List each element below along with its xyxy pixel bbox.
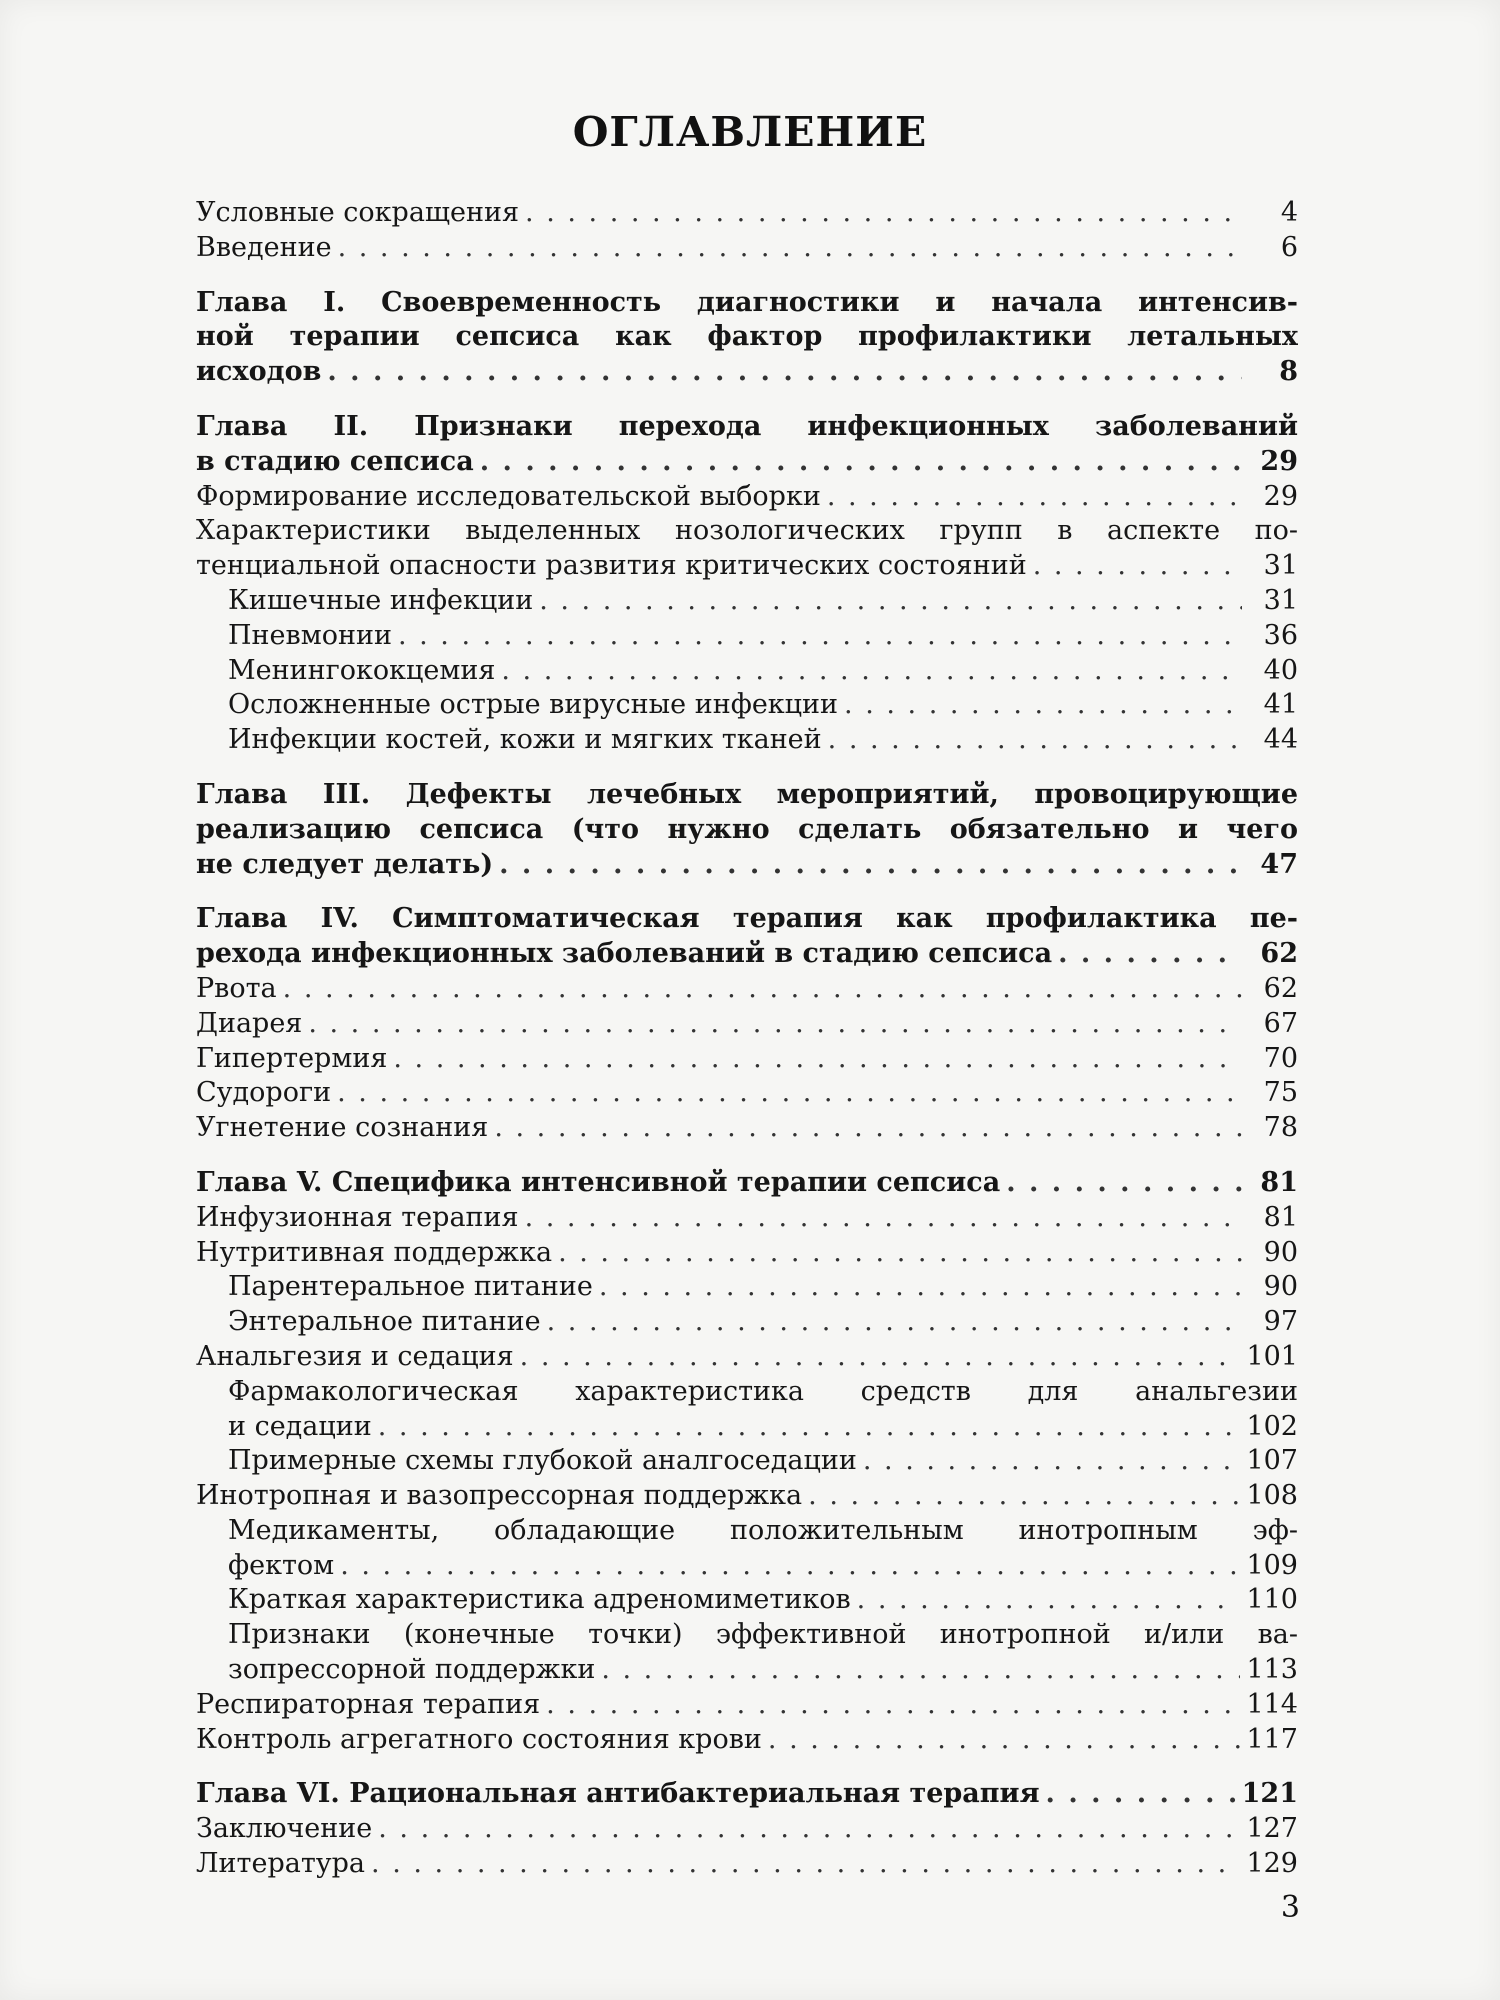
toc-line bbox=[196, 196, 1298, 231]
toc-line bbox=[196, 1777, 1298, 1812]
toc-page-number: 67 bbox=[1263, 1007, 1298, 1039]
dot-leader bbox=[283, 972, 1242, 1007]
toc-entry-text: Признаки (конечные точки) эффективной инотропной и/или ва- bbox=[228, 1619, 1298, 1651]
toc-line bbox=[196, 480, 1298, 515]
toc-entry[interactable] bbox=[196, 1688, 1298, 1723]
dot-leader bbox=[520, 1340, 1241, 1375]
toc-entry-text: Медикаменты, обладающие положительным инотропным эф- bbox=[228, 1514, 1298, 1546]
toc-line bbox=[196, 723, 1298, 758]
toc-entry[interactable] bbox=[196, 480, 1298, 515]
toc-chapter-entry[interactable] bbox=[196, 902, 1298, 972]
toc-entry-text: Парентеральное питание bbox=[228, 1271, 593, 1303]
toc-line bbox=[196, 1410, 1298, 1445]
toc-entry-text: Инфекции костей, кожи и мягких тканей bbox=[228, 724, 822, 756]
dot-leader bbox=[480, 445, 1242, 480]
toc-page-number: 90 bbox=[1263, 1236, 1298, 1268]
toc-entry-text: Диарея bbox=[196, 1007, 303, 1039]
toc-entry[interactable] bbox=[196, 1812, 1298, 1847]
toc-line bbox=[196, 619, 1298, 654]
toc-line bbox=[196, 1583, 1298, 1618]
toc-page-number: 117 bbox=[1246, 1723, 1298, 1755]
table-of-contents bbox=[196, 196, 1298, 1882]
toc-entry-text: и седации bbox=[228, 1410, 372, 1442]
dot-leader bbox=[1006, 1166, 1242, 1201]
toc-entry[interactable] bbox=[196, 1042, 1298, 1077]
toc-page-number: 8 bbox=[1279, 356, 1298, 388]
dot-leader bbox=[501, 654, 1242, 689]
toc-entry-text: Осложненные острые вирусные инфекции bbox=[228, 689, 839, 721]
toc-line bbox=[196, 231, 1298, 266]
toc-entry[interactable] bbox=[196, 1076, 1298, 1111]
toc-entry-text: Глава III. Дефекты лечебных мероприятий, провоцирующие bbox=[196, 778, 1298, 810]
toc-entry[interactable] bbox=[196, 1305, 1298, 1340]
toc-page-number: 41 bbox=[1263, 689, 1298, 721]
toc-entry[interactable] bbox=[196, 1340, 1298, 1375]
toc-entry-text: Краткая характеристика адреномиметиков bbox=[228, 1584, 851, 1616]
toc-entry-text: Пневмонии bbox=[228, 619, 392, 651]
toc-page-number: 81 bbox=[1263, 1201, 1298, 1233]
toc-entry[interactable] bbox=[196, 1270, 1298, 1305]
toc-page-number: 70 bbox=[1263, 1042, 1298, 1074]
toc-page-number: 129 bbox=[1246, 1848, 1298, 1880]
toc-line bbox=[196, 355, 1298, 390]
toc-page-number: 107 bbox=[1246, 1445, 1298, 1477]
toc-line bbox=[196, 584, 1298, 619]
page-number: 3 bbox=[1280, 1890, 1300, 1925]
toc-line bbox=[196, 1111, 1298, 1146]
dot-leader bbox=[327, 355, 1242, 390]
toc-entry-text: Судороги bbox=[196, 1077, 332, 1109]
toc-page-number: 44 bbox=[1263, 724, 1298, 756]
section-gap bbox=[196, 1757, 1298, 1777]
toc-entry-text: Глава IV. Симптоматическая терапия как профилактика пе- bbox=[196, 903, 1298, 935]
toc-entry-text: Гипертермия bbox=[196, 1042, 388, 1074]
dot-leader bbox=[398, 619, 1242, 654]
section-gap bbox=[196, 758, 1298, 778]
toc-page-number: 121 bbox=[1241, 1778, 1298, 1810]
dot-leader bbox=[601, 1653, 1240, 1688]
toc-line bbox=[196, 1847, 1298, 1882]
toc-line bbox=[196, 1549, 1298, 1584]
toc-page-number: 110 bbox=[1246, 1584, 1298, 1616]
toc-line bbox=[196, 1340, 1298, 1375]
toc-line bbox=[196, 778, 1298, 813]
section-gap bbox=[196, 390, 1298, 410]
toc-entry-text: Глава VI. Рациональная антибактериальная терапия bbox=[196, 1778, 1040, 1810]
toc-chapter-entry[interactable] bbox=[196, 1777, 1298, 1812]
toc-entry[interactable] bbox=[196, 619, 1298, 654]
toc-page-number: 40 bbox=[1263, 654, 1298, 686]
toc-entry-text: Нутритивная поддержка bbox=[196, 1236, 553, 1268]
toc-page-number: 101 bbox=[1246, 1340, 1298, 1372]
toc-entry[interactable] bbox=[196, 196, 1298, 231]
toc-page-number: 36 bbox=[1263, 619, 1298, 651]
toc-entry-text: ной терапии сепсиса как фактор профилактики летальных bbox=[196, 321, 1298, 353]
toc-page-number: 97 bbox=[1263, 1306, 1298, 1338]
toc-entry-text: тенциальной опасности развития критических состояний bbox=[196, 550, 1027, 582]
toc-entry[interactable] bbox=[196, 1201, 1298, 1236]
toc-line bbox=[196, 1166, 1298, 1201]
page-title: ОГЛАВЛЕНИЕ bbox=[572, 108, 928, 156]
toc-entry[interactable] bbox=[196, 1007, 1298, 1042]
toc-entry-text: Глава V. Специфика интенсивной терапии сепсиса bbox=[196, 1166, 1001, 1198]
toc-line bbox=[196, 514, 1298, 549]
toc-entry[interactable] bbox=[196, 972, 1298, 1007]
dot-leader bbox=[1033, 549, 1242, 584]
toc-chapter-entry[interactable] bbox=[196, 286, 1298, 390]
toc-line bbox=[196, 1812, 1298, 1847]
toc-page-number: 114 bbox=[1246, 1688, 1298, 1720]
dot-leader bbox=[599, 1270, 1242, 1305]
toc-line bbox=[196, 1076, 1298, 1111]
toc-entry-text: в стадию сепсиса bbox=[196, 445, 474, 477]
toc-entry-text: Фармакологическая характеристика средств для анальгезии bbox=[228, 1375, 1298, 1407]
toc-page-number: 90 bbox=[1263, 1271, 1298, 1303]
toc-entry-text: исходов bbox=[196, 356, 322, 388]
toc-page-number: 81 bbox=[1260, 1166, 1298, 1198]
dot-leader bbox=[827, 480, 1242, 515]
toc-entry[interactable] bbox=[196, 584, 1298, 619]
toc-line bbox=[196, 549, 1298, 584]
dot-leader bbox=[525, 1201, 1242, 1236]
toc-entry-text: Рвота bbox=[196, 972, 277, 1004]
dot-leader bbox=[828, 723, 1242, 758]
toc-entry-text: Угнетение сознания bbox=[196, 1112, 489, 1144]
toc-entry-text: Введение bbox=[196, 231, 332, 263]
toc-entry[interactable] bbox=[196, 1618, 1298, 1688]
toc-line bbox=[196, 902, 1298, 937]
toc-line bbox=[196, 1007, 1298, 1042]
toc-line bbox=[196, 937, 1298, 972]
toc-entry[interactable] bbox=[196, 514, 1298, 584]
toc-line bbox=[196, 1270, 1298, 1305]
toc-line bbox=[196, 1444, 1298, 1479]
toc-entry-text: Примерные схемы глубокой аналгоседации bbox=[228, 1445, 857, 1477]
dot-leader bbox=[494, 1111, 1242, 1146]
toc-line bbox=[196, 1618, 1298, 1653]
toc-entry-text: Инотропная и вазопрессорная поддержка bbox=[196, 1480, 803, 1512]
toc-entry-text: Энтеральное питание bbox=[228, 1306, 541, 1338]
toc-entry[interactable] bbox=[196, 688, 1298, 723]
dot-leader bbox=[1058, 937, 1242, 972]
toc-line bbox=[196, 1201, 1298, 1236]
toc-entry-text: Инфузионная терапия bbox=[196, 1201, 519, 1233]
toc-page-number: 6 bbox=[1280, 231, 1298, 263]
dot-leader bbox=[525, 196, 1242, 231]
dot-leader bbox=[539, 584, 1242, 619]
toc-page-number: 75 bbox=[1263, 1077, 1298, 1109]
toc-page-number: 127 bbox=[1246, 1813, 1298, 1845]
toc-line bbox=[196, 1514, 1298, 1549]
toc-line bbox=[196, 1042, 1298, 1077]
toc-entry[interactable] bbox=[196, 1444, 1298, 1479]
toc-page-number: 62 bbox=[1260, 938, 1298, 970]
toc-entry-text: Заключение bbox=[196, 1813, 373, 1845]
toc-entry[interactable] bbox=[196, 723, 1298, 758]
toc-entry-text: зопрессорной поддержки bbox=[228, 1654, 596, 1686]
dot-leader bbox=[340, 1549, 1240, 1584]
toc-entry[interactable] bbox=[196, 1583, 1298, 1618]
toc-line bbox=[196, 1479, 1298, 1514]
toc-entry-text: Контроль агрегатного состояния крови bbox=[196, 1723, 762, 1755]
toc-chapter-entry[interactable] bbox=[196, 410, 1298, 480]
toc-entry-text: Кишечные инфекции bbox=[228, 584, 534, 616]
toc-line bbox=[196, 972, 1298, 1007]
toc-line bbox=[196, 410, 1298, 445]
toc-entry[interactable] bbox=[196, 1111, 1298, 1146]
toc-line bbox=[196, 688, 1298, 723]
toc-line bbox=[196, 1688, 1298, 1723]
toc-line bbox=[196, 1375, 1298, 1410]
dot-leader bbox=[371, 1847, 1240, 1882]
toc-entry-text: Анальгезия и седация bbox=[196, 1340, 514, 1372]
dot-leader bbox=[499, 848, 1242, 883]
section-gap bbox=[196, 882, 1298, 902]
dot-leader bbox=[1046, 1777, 1236, 1812]
dot-leader bbox=[768, 1723, 1241, 1758]
toc-entry-text: рехода инфекционных заболеваний в стадию сепсиса bbox=[196, 938, 1053, 970]
toc-page-number: 62 bbox=[1263, 972, 1298, 1004]
toc-page-number: 31 bbox=[1263, 584, 1298, 616]
toc-line bbox=[196, 445, 1298, 480]
toc-line bbox=[196, 320, 1298, 355]
dot-leader bbox=[308, 1007, 1242, 1042]
toc-entry-text: Глава I. Своевременность диагностики и начала интенсив- bbox=[196, 286, 1298, 318]
toc-entry[interactable] bbox=[196, 1514, 1298, 1584]
dot-leader bbox=[378, 1812, 1240, 1847]
dot-leader bbox=[546, 1688, 1240, 1723]
toc-chapter-entry[interactable] bbox=[196, 1166, 1298, 1201]
toc-entry-text: реализацию сепсиса (что нужно сделать обязательно и чего bbox=[196, 813, 1298, 845]
toc-entry-text: фектом bbox=[228, 1549, 335, 1581]
dot-leader bbox=[558, 1236, 1242, 1271]
dot-leader bbox=[338, 231, 1242, 266]
toc-page-number: 29 bbox=[1260, 445, 1298, 477]
toc-entry-text: Литература bbox=[196, 1848, 366, 1880]
dot-leader bbox=[808, 1479, 1240, 1514]
toc-chapter-entry[interactable] bbox=[196, 778, 1298, 882]
toc-page-number: 108 bbox=[1246, 1480, 1298, 1512]
toc-entry-text: Характеристики выделенных нозологических групп в аспекте по- bbox=[196, 515, 1298, 547]
toc-page-number: 109 bbox=[1246, 1549, 1298, 1581]
section-gap bbox=[196, 1146, 1298, 1166]
toc-line bbox=[196, 1236, 1298, 1271]
toc-line bbox=[196, 286, 1298, 321]
toc-entry[interactable] bbox=[196, 231, 1298, 266]
toc-entry[interactable] bbox=[196, 1723, 1298, 1758]
toc-page-number: 78 bbox=[1263, 1112, 1298, 1144]
toc-entry[interactable] bbox=[196, 1479, 1298, 1514]
toc-page-number: 113 bbox=[1246, 1654, 1298, 1686]
toc-entry-text: не следует делать) bbox=[196, 848, 494, 880]
toc-page-number: 29 bbox=[1263, 480, 1298, 512]
toc-entry-text: Респираторная терапия bbox=[196, 1688, 541, 1720]
dot-leader bbox=[857, 1583, 1241, 1618]
toc-entry[interactable] bbox=[196, 1847, 1298, 1882]
dot-leader bbox=[547, 1305, 1242, 1340]
dot-leader bbox=[378, 1410, 1241, 1445]
toc-line bbox=[196, 654, 1298, 689]
toc-page-number: 102 bbox=[1246, 1410, 1298, 1442]
dot-leader bbox=[844, 688, 1242, 723]
dot-leader bbox=[393, 1042, 1242, 1077]
toc-entry-text: Условные сокращения bbox=[196, 197, 520, 228]
dot-leader bbox=[863, 1444, 1241, 1479]
toc-entry-text: Глава II. Признаки перехода инфекционных заболеваний bbox=[196, 410, 1298, 442]
toc-line bbox=[196, 1305, 1298, 1340]
toc-page-number: 4 bbox=[1280, 197, 1298, 228]
dot-leader bbox=[337, 1076, 1242, 1111]
toc-page-number: 31 bbox=[1263, 550, 1298, 582]
toc-page-number: 47 bbox=[1260, 848, 1298, 880]
toc-entry-text: Менингококцемия bbox=[228, 654, 496, 686]
toc-entry[interactable] bbox=[196, 1236, 1298, 1271]
toc-line bbox=[196, 1723, 1298, 1758]
toc-line bbox=[196, 848, 1298, 883]
section-gap bbox=[196, 266, 1298, 286]
toc-entry-text: Формирование исследовательской выборки bbox=[196, 480, 821, 512]
toc-entry[interactable] bbox=[196, 654, 1298, 689]
toc-line bbox=[196, 1653, 1298, 1688]
toc-line bbox=[196, 813, 1298, 848]
toc-entry[interactable] bbox=[196, 1375, 1298, 1445]
